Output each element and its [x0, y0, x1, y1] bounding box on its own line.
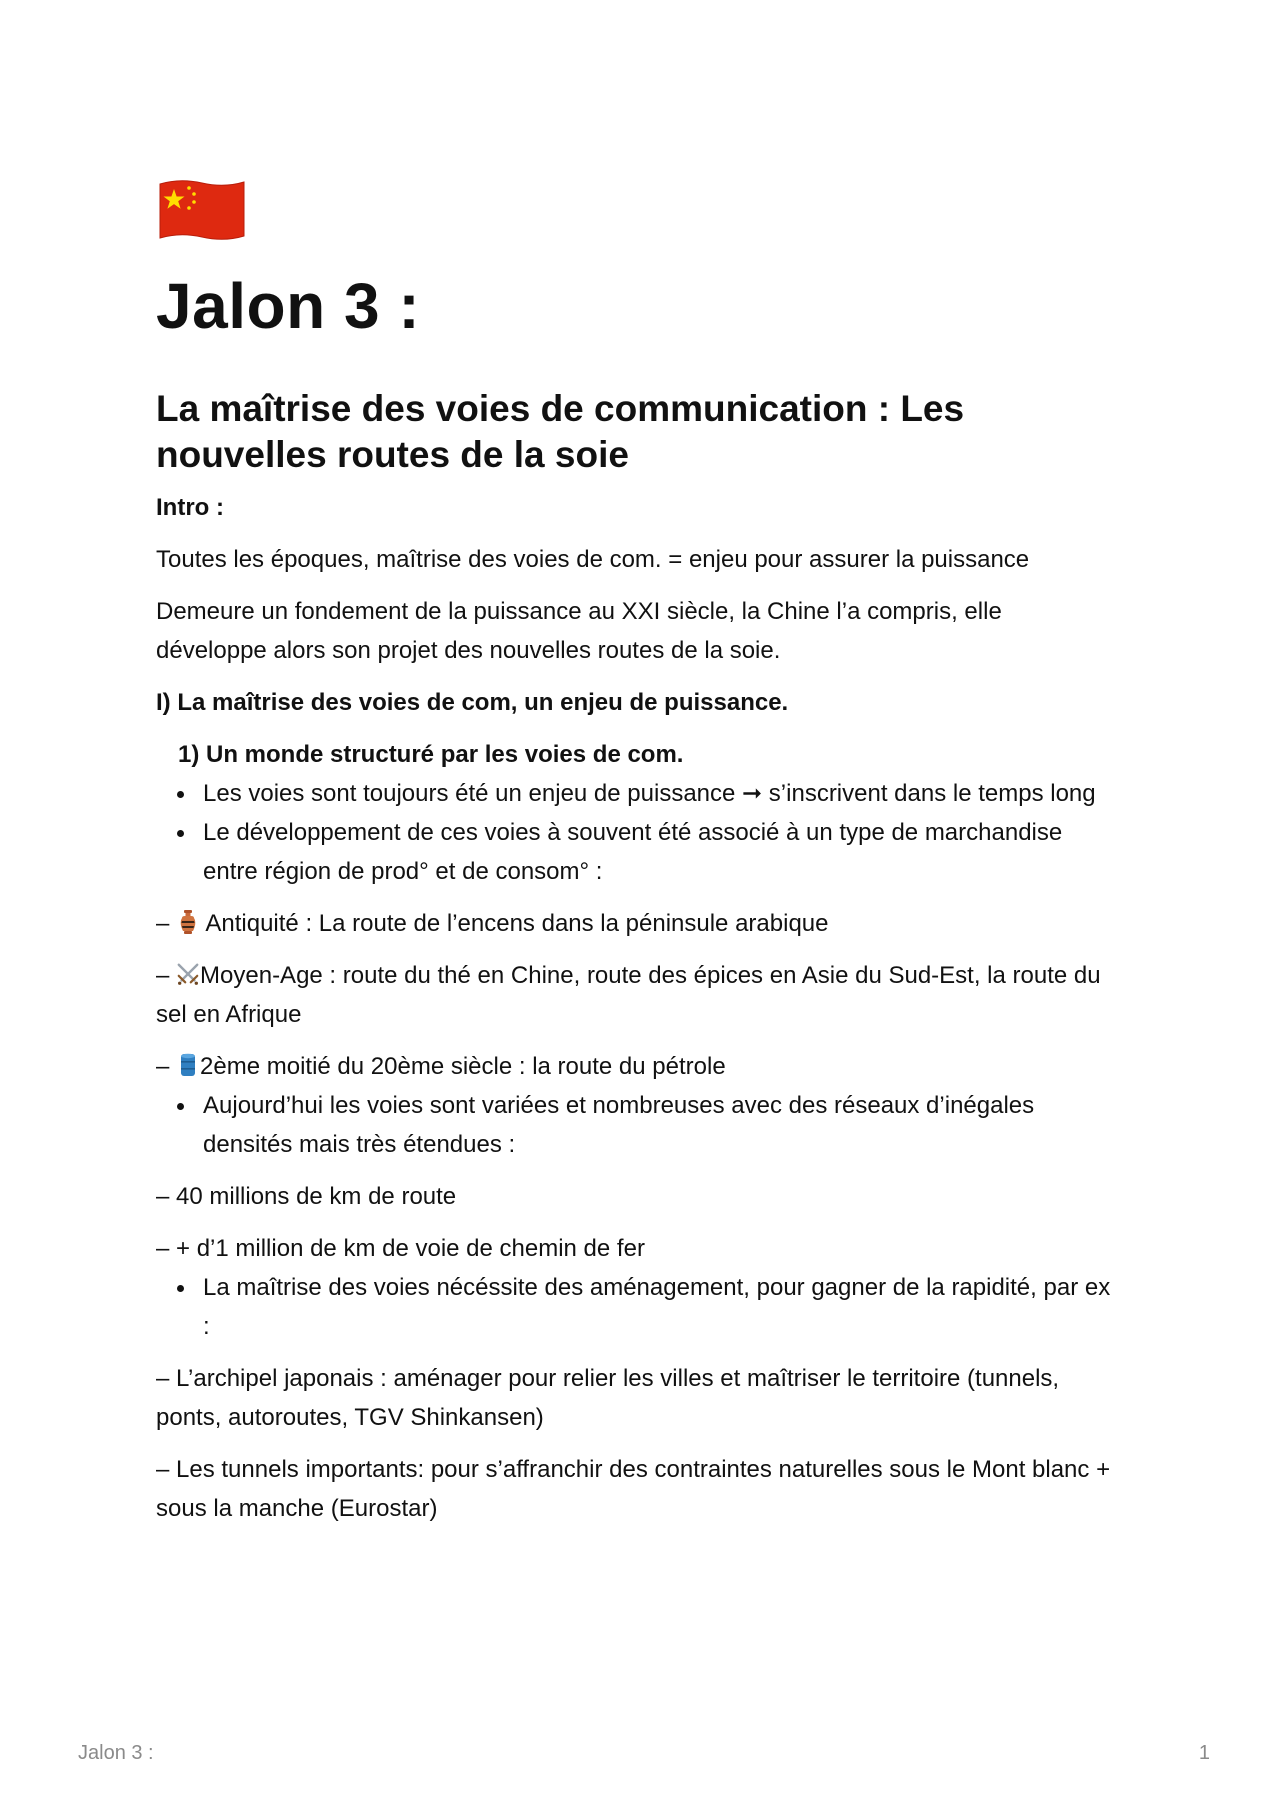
bullet-dot	[177, 791, 184, 798]
dash-line-roads: – 40 millions de km de route	[156, 1183, 457, 1210]
bullet-list-1	[156, 774, 1116, 813]
dash-prefix: –	[156, 962, 170, 989]
dash-line-20th-century	[156, 1047, 1116, 1086]
dash-line-antiquity	[156, 904, 1116, 943]
amphora-icon	[176, 909, 200, 935]
dash-line-middle-ages	[156, 956, 1116, 1034]
page-title: Jalon 3 :	[156, 270, 421, 342]
bullet-text: Le développement de ces voies à souvent été associé à un type de marchandise entre région de prod° et de consom° :	[203, 819, 1063, 885]
bullet-text: La maîtrise des voies nécéssite des aménagement, pour gagner de la rapidité, par ex :	[203, 1274, 1111, 1340]
bullet-list-2	[156, 813, 1116, 891]
bullet-dot	[177, 1285, 184, 1292]
bullet-text: Aujourd’hui les voies sont variées et nombreuses avec des réseaux d’inégales densités mais très étendues :	[203, 1092, 1035, 1158]
intro-paragraph-2: Demeure un fondement de la puissance au XXI siècle, la Chine l’a compris, elle développe alors son projet des nouvelles routes de la soie.	[156, 598, 1002, 664]
list-item	[156, 1086, 1116, 1164]
list-item	[156, 774, 1116, 813]
intro-paragraph-1: Toutes les époques, maîtrise des voies de com. = enjeu pour assurer la puissance	[156, 546, 1030, 573]
dash-prefix: –	[156, 1053, 170, 1080]
dash-text: Antiquité : La route de l’encens dans la péninsule arabique	[205, 910, 829, 937]
bullet-text: Les voies sont toujours été un enjeu de puissance ➞ s’inscrivent dans le temps long	[203, 780, 1096, 807]
page-number: 1	[1198, 1742, 1210, 1764]
dash-line-railways: – + d’1 million de km de voie de chemin de fer	[156, 1235, 645, 1262]
dash-text: 2ème moitié du 20ème siècle : la route du pétrole	[200, 1053, 726, 1080]
oil-drum-icon	[176, 1052, 200, 1078]
bullet-dot	[177, 1103, 184, 1110]
subsection-heading-1: 1) Un monde structuré par les voies de com.	[178, 741, 684, 768]
footer-title: Jalon 3 :	[78, 1742, 154, 1764]
dash-line-japan: – L’archipel japonais : aménager pour relier les villes et maîtriser le territoire (tunnels, ponts, autoroutes, TGV Shinkansen)	[156, 1365, 1060, 1431]
intro-label: Intro :	[156, 494, 224, 521]
crossed-swords-icon	[176, 961, 200, 987]
page-heading: La maîtrise des voies de communication : Les nouvelles routes de la soie	[156, 388, 965, 475]
dash-text: Moyen-Age : route du thé en Chine, route des épices en Asie du Sud-Est, la route du sel en Afrique	[156, 962, 1101, 1028]
bullet-list-4	[156, 1268, 1116, 1346]
document-page	[156, 176, 1116, 1528]
dash-line-tunnels: – Les tunnels importants: pour s’affranchir des contraintes naturelles sous le Mont blanc + sous la manche (Eurostar)	[156, 1456, 1111, 1522]
list-item	[156, 813, 1116, 891]
section-heading-1: I) La maîtrise des voies de com, un enjeu de puissance.	[156, 689, 789, 716]
bullet-list-3	[156, 1086, 1116, 1164]
list-item	[156, 1268, 1116, 1346]
china-flag-icon	[156, 176, 248, 244]
bullet-dot	[177, 830, 184, 837]
dash-prefix: –	[156, 910, 170, 937]
